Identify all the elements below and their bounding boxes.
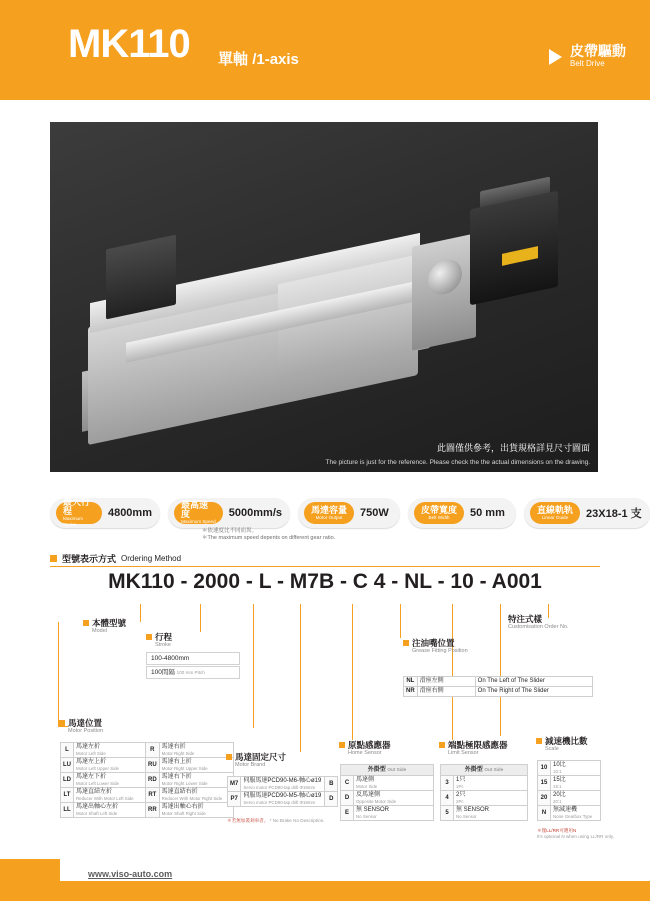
mp-desc2: [159, 743, 233, 758]
table-row: [441, 791, 528, 806]
mp-cn: 馬達左上折: [76, 759, 107, 765]
ordering-section-header: [50, 552, 181, 565]
table-row: [404, 677, 593, 687]
leader-line: [400, 604, 401, 638]
spec-pill-linear-guide: [524, 498, 650, 528]
ratio-cn: 無減速機: [553, 807, 578, 813]
mp-desc2: [159, 758, 233, 773]
hs-en: No Sensor: [356, 814, 377, 819]
ordering-section-title-cn: 型號表示方式: [62, 554, 117, 564]
table-row: [404, 687, 593, 697]
axis-label-cn: 單軸: [218, 51, 249, 68]
mp-key2: RD: [146, 773, 160, 788]
hs-en: Motor Side: [356, 784, 378, 789]
mp-desc2: [159, 788, 233, 803]
mp-desc: [74, 803, 146, 818]
ls-hdr-cn: 外掛型: [464, 767, 483, 773]
ls-desc: [454, 806, 528, 821]
ls-en: 2Pc: [456, 799, 464, 804]
hs-desc: [354, 776, 434, 791]
callout-custom-en: Customisation Order No.: [508, 624, 569, 630]
bullet-square-icon: [50, 555, 57, 562]
photo-note-cn: 此圖僅供參考，出貨規格詳見尺寸圖面: [436, 443, 590, 453]
grease-en: On The Left of The Slider: [475, 677, 592, 687]
ratio-cn: 15比: [553, 777, 566, 783]
spec-cap-cn: 皮帶寬度: [421, 504, 458, 515]
callout-model: [92, 618, 126, 635]
table-row: [61, 743, 234, 758]
mp-cn2: 馬達右折: [161, 744, 186, 750]
spec-value: 23X18-1 支: [586, 508, 642, 520]
leader-line: [300, 604, 301, 752]
ls-desc: [454, 776, 528, 791]
play-triangle-icon: [549, 49, 562, 65]
callout-motor-position: [68, 718, 103, 735]
grease-table: [403, 676, 593, 697]
table-row: [538, 806, 601, 821]
spec-cap: [530, 502, 580, 524]
ms-desc: [241, 792, 325, 807]
stroke-pitch: [146, 666, 240, 679]
ls-en: No Sensor: [456, 814, 477, 819]
ls-cn: 無 SENSOR: [456, 807, 490, 813]
spec-cap: [174, 502, 223, 524]
spec-cap-en: Maximum Stroke: [63, 516, 83, 527]
grease-key: NL: [404, 677, 418, 687]
ratio-en: None Gearbox Type: [553, 814, 593, 819]
callout-limit-sensor: [448, 740, 508, 757]
mp-key: LL: [61, 803, 74, 818]
mp-cn: 馬達左下折: [76, 774, 107, 780]
callout-motor-size-cn: 馬達固定尺寸: [235, 752, 287, 762]
ratio-en: 10:1: [553, 769, 562, 774]
footer-corner-block: [0, 859, 60, 901]
table-row: [61, 803, 234, 818]
table-row: [538, 761, 601, 776]
mp-cn2: 馬達直結右折: [161, 789, 198, 795]
ratio-key: 20: [538, 791, 551, 806]
limit-sensor-header: [441, 765, 528, 776]
ms-key: M7: [228, 777, 241, 792]
callout-model-en: Model: [92, 628, 107, 634]
ratio-key: 10: [538, 761, 551, 776]
callout-stroke-cn: 行程: [155, 632, 173, 642]
spec-cap-en: Linear Guide: [541, 514, 569, 520]
mp-cn2: 馬達右下折: [161, 774, 192, 780]
mp-cn: 馬達左折: [76, 744, 101, 750]
ls-en: 1Pc: [456, 784, 464, 789]
mp-key: LD: [61, 773, 74, 788]
mp-cn: 馬達出軸心左折: [76, 804, 119, 810]
table-row: [61, 758, 234, 773]
spec-value: 750W: [360, 507, 389, 519]
table-row: [341, 776, 434, 791]
hs-desc: [354, 806, 434, 821]
spec-note: [202, 528, 335, 542]
ordering-section-title-en: Ordering Method: [121, 554, 182, 563]
spec-cap-cn: 最大行程: [63, 497, 91, 516]
ratio-desc: [551, 806, 601, 821]
drive-type: [549, 44, 626, 69]
hs-desc: [354, 791, 434, 806]
hs-key: D: [341, 791, 354, 806]
ratio-note-en: It's optional N when using LL/RR only.: [537, 834, 615, 839]
ratio-key: N: [538, 806, 551, 821]
motor-position-table: [60, 742, 234, 818]
callout-motor-position-en: Motor Position: [68, 728, 104, 734]
spec-cap-en: Maximum Speed: [181, 519, 216, 524]
mp-en: Motor Left Lower Side: [76, 781, 119, 786]
ratio-note-cn: ＊僅LL/RR可選用N: [537, 828, 577, 833]
table-row: [538, 791, 601, 806]
ls-key: 3: [441, 776, 454, 791]
table-row: [228, 777, 338, 792]
mp-key2: RT: [146, 788, 160, 803]
mp-cn: 馬達直結左折: [76, 789, 113, 795]
motor-size-note-en: * No Brake No Description.: [269, 818, 325, 823]
mp-en: Motor Shaft Left Side: [76, 811, 118, 816]
mp-key: LU: [61, 758, 74, 773]
grease-cn: 滑座右側: [417, 687, 475, 697]
ratio-desc: [551, 791, 601, 806]
product-photo: [50, 122, 598, 472]
hs-key: C: [341, 776, 354, 791]
leader-line: [140, 604, 141, 622]
spec-cap: [56, 497, 102, 527]
mp-key2: R: [146, 743, 160, 758]
ratio-en: 15:1: [553, 784, 562, 789]
table-row: [61, 788, 234, 803]
callout-ratio: [545, 736, 588, 753]
motor-size-table: [227, 776, 338, 807]
table-row: [441, 776, 528, 791]
callout-model-cn: 本體型號: [92, 618, 127, 628]
spec-pill-belt-width: [408, 498, 516, 528]
mp-key2: RR: [146, 803, 160, 818]
hs-cn: 馬達側: [356, 777, 375, 783]
spec-cap-en: Motor Output: [315, 514, 343, 520]
stroke-pitch-en: 100 mm Pitch: [176, 670, 205, 675]
ratio-desc: [551, 761, 601, 776]
ratio-cn: 20比: [553, 792, 566, 798]
grease-key: NR: [404, 687, 418, 697]
callout-custom-cn: 特注式樣: [508, 614, 543, 624]
spec-note-en: ＊The maximum speed depents on different gear ratio.: [202, 535, 336, 541]
ls-cn: 1只: [456, 777, 466, 783]
mp-en2: Motor Shaft Right Side: [161, 811, 206, 816]
hs-hdr-cn: 外掛型: [367, 767, 386, 773]
callout-stroke-en: Stroke: [155, 642, 171, 648]
leader-line: [200, 604, 201, 632]
callout-custom: [508, 614, 569, 631]
hs-key: E: [341, 806, 354, 821]
stroke-range: 100-4800mm: [146, 652, 240, 665]
callout-grease-en: Grease Fitting Position: [412, 648, 468, 654]
page-footer: [0, 859, 650, 901]
footer-bar: [0, 881, 650, 901]
ratio-table: [537, 760, 601, 821]
callout-ratio-en: Scale: [545, 746, 559, 752]
spec-cap-cn: 最高速度: [181, 500, 209, 519]
mp-en: Reducer With Motor Left Side: [76, 796, 134, 801]
ls-cn: 2只: [456, 792, 466, 798]
home-sensor-header: [341, 765, 434, 776]
callout-home-sensor: [348, 740, 391, 757]
spec-note-cn: ＊依速度比不同而異。: [202, 528, 258, 534]
mp-desc: [74, 788, 146, 803]
spec-value: 4800mm: [107, 507, 152, 519]
table-row: [341, 806, 434, 821]
table-row: [538, 776, 601, 791]
ms-desc: [241, 777, 325, 792]
mp-desc: [74, 758, 146, 773]
spec-pill-motor-output: [298, 498, 400, 528]
hs-cn: 無 SENSOR: [356, 807, 390, 813]
callout-motor-position-cn: 馬達位置: [68, 718, 103, 728]
ms-en: Servo motor PCD90-tap drill Φ19mm: [243, 800, 316, 805]
leader-line: [352, 604, 353, 740]
spec-value: 50 mm: [470, 507, 505, 519]
hs-cn: 反馬達側: [356, 792, 381, 798]
ratio-note: [537, 828, 637, 840]
callout-motor-size: [235, 752, 286, 769]
ratio-en: 20:1: [553, 799, 562, 804]
callout-ratio-cn: 減速機比數: [545, 736, 588, 746]
mp-key: L: [61, 743, 74, 758]
website-link[interactable]: www.viso-auto.com: [88, 869, 173, 879]
table-row: [341, 791, 434, 806]
callout-limit-sensor-en: Limit Sensor: [448, 750, 479, 756]
mp-cn2: 馬達出軸心右折: [161, 804, 204, 810]
section-divider: [50, 566, 600, 567]
ms-cn: 伺服馬達PCD90-M6-軸心ø19: [243, 778, 322, 784]
spec-pill-speed: [168, 498, 290, 528]
drive-type-en: Belt Drive: [570, 59, 605, 68]
mp-en: Motor Left Side: [76, 751, 106, 756]
spec-pill-row: [50, 497, 642, 541]
limit-sensor-table: [440, 764, 528, 821]
leader-line: [500, 604, 501, 736]
ratio-key: 15: [538, 776, 551, 791]
spec-value: 5000mm/s: [228, 507, 282, 519]
leader-line: [58, 622, 59, 726]
ms-key2: D: [325, 792, 338, 807]
callout-stroke: [155, 632, 172, 649]
callout-limit-sensor-cn: 端點極限感應器: [448, 740, 508, 750]
spec-cap: [414, 502, 464, 524]
spec-pill-stroke: [50, 498, 160, 528]
table-row: [441, 765, 528, 776]
photo-note-en: The picture is just for the reference. Please check the the actual dimensions on the drawing.: [325, 459, 590, 466]
table-row: [61, 773, 234, 788]
ms-en: Servo motor PCD90-tap drill Φ19mm: [243, 785, 316, 790]
table-row: [441, 806, 528, 821]
drive-type-cn: 皮帶驅動: [570, 43, 626, 59]
mp-desc: [74, 773, 146, 788]
motor-size-note-cn: ＊若無加裝剎車者。: [227, 818, 269, 823]
page-title: MK110: [68, 22, 190, 66]
ls-desc: [454, 791, 528, 806]
axis-label-en: /1-axis: [252, 51, 299, 68]
ms-key2: B: [325, 777, 338, 792]
grease-cn: 滑座左側: [417, 677, 475, 687]
mp-key: LT: [61, 788, 74, 803]
callout-grease: [412, 638, 468, 655]
ls-key: 5: [441, 806, 454, 821]
table-row: [341, 765, 434, 776]
ms-key: P7: [228, 792, 241, 807]
page-header: [0, 0, 650, 100]
callout-motor-size-en: Motor Brand: [235, 762, 266, 768]
mp-en2: Motor Right Lower Side: [161, 781, 208, 786]
home-sensor-table: [340, 764, 434, 821]
servo-motor: [470, 191, 558, 306]
slider-block: [106, 235, 176, 320]
callout-home-sensor-en: Home Sensor: [348, 750, 382, 756]
spec-cap: [304, 502, 354, 524]
spec-cap-cn: 直線軌轨: [537, 504, 574, 515]
ratio-cn: 10比: [553, 762, 566, 768]
axis-label: [218, 48, 299, 69]
leader-line: [452, 604, 453, 740]
stroke-pitch-cn: 100間隔: [151, 669, 175, 676]
mp-en2: Reducer With Motor Right Side: [161, 796, 223, 801]
ms-cn: 伺服馬達PCD90-M5-軸心ø19: [243, 793, 322, 799]
table-row: [228, 792, 338, 807]
mp-desc2: [159, 773, 233, 788]
ratio-desc: [551, 776, 601, 791]
ls-key: 4: [441, 791, 454, 806]
mp-desc: [74, 743, 146, 758]
ordering-code: MK110 - 2000 - L - M7B - C 4 - NL - 10 - A001: [108, 570, 542, 593]
hs-en: Opposite Motor Side: [356, 799, 397, 804]
spec-cap-en: Belt Width: [428, 514, 450, 520]
mp-en2: Motor Right Side: [161, 751, 195, 756]
callout-home-sensor-cn: 原點感應器: [348, 740, 391, 750]
leader-line: [253, 604, 254, 728]
mp-desc2: [159, 803, 233, 818]
ls-hdr-en: Out Side: [484, 767, 504, 772]
callout-grease-cn: 注油嘴位置: [412, 638, 455, 648]
mp-en: Motor Left Upper Side: [76, 766, 119, 771]
spec-cap-cn: 馬達容量: [311, 504, 348, 515]
grease-en: On The Right of The Slider: [475, 687, 592, 697]
mp-key2: RU: [146, 758, 160, 773]
mp-cn2: 馬達右上折: [161, 759, 192, 765]
hs-hdr-en: Out Side: [387, 767, 407, 772]
motor-size-note: [227, 818, 325, 824]
leader-line: [58, 726, 68, 727]
mp-en2: Motor Right Upper Side: [161, 766, 208, 771]
